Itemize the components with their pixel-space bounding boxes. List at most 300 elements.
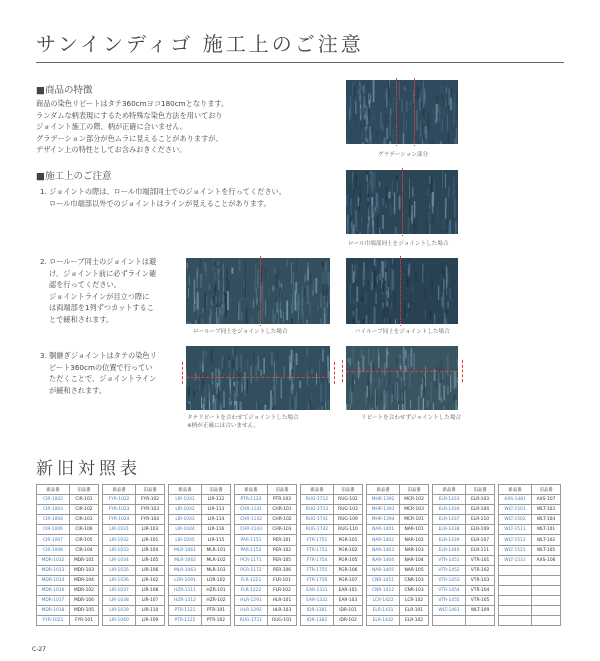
old-code-cell: WLT-109 bbox=[466, 606, 495, 616]
old-code-cell: FYR-102 bbox=[136, 495, 165, 505]
table-row bbox=[37, 616, 99, 626]
table-row bbox=[367, 525, 429, 535]
table-row bbox=[37, 606, 99, 616]
old-code-cell: MDR-103 bbox=[69, 565, 98, 575]
old-code-cell: VTR-102 bbox=[466, 565, 495, 575]
new-code-cell: MDR-1012 bbox=[37, 555, 70, 565]
old-code-cell: MLR-101 bbox=[202, 545, 231, 555]
table-row bbox=[169, 596, 231, 606]
new-code-cell: FLR-1222 bbox=[235, 585, 268, 595]
note-3-line: ピート360cmの位置で行ってい bbox=[49, 362, 153, 372]
table-row bbox=[301, 616, 363, 626]
table-row bbox=[499, 596, 561, 606]
table-row bbox=[169, 616, 231, 626]
new-code-cell: NAR-1403 bbox=[367, 545, 400, 555]
old-code-cell: ELR-101 bbox=[400, 606, 429, 616]
old-code-cell bbox=[532, 585, 561, 595]
table-row bbox=[433, 505, 495, 515]
old-code-cell: LIR-105 bbox=[136, 555, 165, 565]
new-code-cell: FYR-1024 bbox=[103, 515, 136, 525]
old-code-cell: HLR-101 bbox=[267, 596, 296, 606]
old-code-cell: PER-106 bbox=[267, 565, 296, 575]
header-old-code: 旧品番 bbox=[202, 485, 231, 495]
repeat-matched-photo bbox=[186, 346, 330, 410]
note-1-text bbox=[40, 186, 286, 209]
header-new-code: 新品番 bbox=[37, 485, 70, 495]
new-code-cell: CHR-1141 bbox=[235, 505, 268, 515]
table-row bbox=[367, 515, 429, 525]
old-code-cell: PER-101 bbox=[267, 535, 296, 545]
old-code-cell: NAR-101 bbox=[400, 525, 429, 535]
new-code-cell: MLR-1063 bbox=[169, 565, 202, 575]
new-code-cell: WLT-1502 bbox=[499, 515, 532, 525]
table-row bbox=[301, 585, 363, 595]
gradation-marker-right bbox=[414, 78, 415, 146]
table-row bbox=[367, 565, 429, 575]
table-row bbox=[499, 525, 561, 535]
old-code-cell: PGR-101 bbox=[333, 535, 362, 545]
table-row bbox=[235, 616, 297, 626]
table-row bbox=[499, 616, 561, 626]
new-code-cell bbox=[499, 565, 532, 575]
conversion-table bbox=[102, 484, 165, 626]
repeat-matched-note: ※柄が正確には合いません。 bbox=[187, 423, 260, 429]
new-code-cell: RUG-1741 bbox=[301, 515, 334, 525]
old-code-cell: CIR-106 bbox=[69, 525, 98, 535]
new-code-cell: LOR-1091 bbox=[169, 575, 202, 585]
table-header-row bbox=[499, 485, 561, 495]
new-code-cell: EAR-1321 bbox=[301, 585, 334, 595]
new-code-cell: LIR-1036 bbox=[103, 575, 136, 585]
header-old-code: 旧品番 bbox=[136, 485, 165, 495]
old-code-cell: PGR-102 bbox=[333, 545, 362, 555]
page-title: サンインディゴ 施工上のご注意 bbox=[36, 32, 364, 56]
table-row bbox=[301, 565, 363, 575]
old-code-cell: RUG-110 bbox=[333, 525, 362, 535]
note-3-line: ただくことで、ジョイントライン bbox=[49, 374, 157, 383]
new-code-cell: MDR-1016 bbox=[37, 585, 70, 595]
old-code-cell bbox=[466, 616, 495, 626]
table-row bbox=[367, 555, 429, 565]
table-row bbox=[103, 555, 165, 565]
table-row bbox=[499, 535, 561, 545]
old-code-cell: HZR-101 bbox=[202, 585, 231, 595]
new-code-cell bbox=[499, 606, 532, 616]
new-code-cell: ELR-1434 bbox=[433, 505, 466, 515]
table-row bbox=[169, 535, 231, 545]
new-code-cell: ELR-1432 bbox=[367, 616, 400, 626]
table-row bbox=[301, 596, 363, 606]
table-row bbox=[235, 596, 297, 606]
header-old-code: 旧品番 bbox=[333, 485, 362, 495]
old-code-cell: LIR-107 bbox=[136, 596, 165, 606]
new-code-cell bbox=[499, 575, 532, 585]
table-row bbox=[301, 515, 363, 525]
table-header-row bbox=[169, 485, 231, 495]
old-code-cell: FYR-104 bbox=[136, 515, 165, 525]
old-code-cell: CIR-102 bbox=[69, 505, 98, 515]
table-row bbox=[103, 535, 165, 545]
new-code-cell: ELR-1433 bbox=[433, 495, 466, 505]
table-row bbox=[103, 575, 165, 585]
old-code-cell bbox=[532, 565, 561, 575]
table-row bbox=[169, 495, 231, 505]
table-row bbox=[367, 495, 429, 505]
old-code-cell: EAR-101 bbox=[333, 585, 362, 595]
new-code-cell: LIR-1039 bbox=[103, 606, 136, 616]
table-row bbox=[433, 545, 495, 555]
table-row bbox=[301, 606, 363, 616]
table-row bbox=[367, 545, 429, 555]
new-code-cell: LIR-1041 bbox=[169, 495, 202, 505]
new-code-cell: MHR-1394 bbox=[367, 515, 400, 525]
table-row bbox=[169, 606, 231, 616]
table-row bbox=[301, 555, 363, 565]
high-loop-marker bbox=[400, 256, 401, 326]
table-header-row bbox=[235, 485, 297, 495]
old-code-cell: LOR-102 bbox=[202, 575, 231, 585]
old-code-cell: LIR-102 bbox=[136, 575, 165, 585]
table-row bbox=[499, 505, 561, 515]
old-code-cell: CIR-104 bbox=[69, 545, 98, 555]
old-code-cell: WLT-101 bbox=[532, 525, 561, 535]
old-code-cell: HLR-103 bbox=[267, 606, 296, 616]
new-code-cell: LIR-1035 bbox=[103, 565, 136, 575]
old-code-cell: ELR-102 bbox=[400, 616, 429, 626]
new-code-cell: MDR-1013 bbox=[37, 565, 70, 575]
new-code-cell: FTR-1755 bbox=[301, 565, 334, 575]
table-row bbox=[433, 535, 495, 545]
conversion-table bbox=[498, 484, 561, 626]
old-code-cell: MDR-106 bbox=[69, 596, 98, 606]
note-2-line: 認を行ってください。 bbox=[49, 280, 121, 289]
new-code-cell: WLT-1461 bbox=[433, 606, 466, 616]
table-row bbox=[37, 495, 99, 505]
table-row bbox=[37, 545, 99, 555]
new-code-cell: PCR-1171 bbox=[235, 555, 268, 565]
new-code-cell bbox=[499, 596, 532, 606]
new-code-cell: WLT-1512 bbox=[499, 535, 532, 545]
old-code-cell: EAR-103 bbox=[333, 596, 362, 606]
old-code-cell: ELR-104 bbox=[466, 505, 495, 515]
table-row bbox=[235, 535, 297, 545]
repeat-matched-marker-right bbox=[334, 362, 335, 384]
old-code-cell: IDR-101 bbox=[333, 606, 362, 616]
old-code-cell: MDR-102 bbox=[69, 585, 98, 595]
new-code-cell: FTR-1752 bbox=[301, 545, 334, 555]
old-code-cell: MCR-102 bbox=[400, 495, 429, 505]
header-old-code: 旧品番 bbox=[532, 485, 561, 495]
table-row bbox=[301, 505, 363, 515]
new-code-cell: PCR-1172 bbox=[235, 565, 268, 575]
table-row bbox=[367, 575, 429, 585]
table-row bbox=[433, 495, 495, 505]
old-code-cell: MDR-101 bbox=[69, 555, 98, 565]
old-code-cell: ELR-107 bbox=[466, 535, 495, 545]
new-code-cell: FTR-1754 bbox=[301, 555, 334, 565]
table-row bbox=[235, 606, 297, 616]
table-header-row bbox=[301, 485, 363, 495]
old-code-cell: LIR-114 bbox=[202, 515, 231, 525]
table-row bbox=[37, 535, 99, 545]
new-code-cell: PTR-1123 bbox=[235, 495, 268, 505]
old-code-cell: VTR-105 bbox=[466, 596, 495, 606]
new-code-cell: AXS-1481 bbox=[499, 495, 532, 505]
new-code-cell: CIR-1004 bbox=[37, 515, 70, 525]
old-code-cell: ELR-110 bbox=[466, 515, 495, 525]
new-code-cell: RUG-1742 bbox=[301, 525, 334, 535]
table-row bbox=[499, 565, 561, 575]
old-code-cell: PTR-102 bbox=[202, 616, 231, 626]
header-new-code: 新品番 bbox=[499, 485, 532, 495]
old-code-cell bbox=[532, 575, 561, 585]
high-loop-photo bbox=[346, 258, 458, 324]
table-row bbox=[103, 565, 165, 575]
new-code-cell: LIR-1033 bbox=[103, 545, 136, 555]
new-code-cell: ELR-1431 bbox=[367, 606, 400, 616]
note-2-line: とで緩和されます。 bbox=[49, 314, 114, 324]
features-line: ジョイント施工の際、柄が正確に合いません。 bbox=[36, 122, 188, 131]
new-code-cell: ELR-1439 bbox=[433, 535, 466, 545]
table-header-row bbox=[103, 485, 165, 495]
new-code-cell: FTR-1751 bbox=[301, 535, 334, 545]
table-row bbox=[301, 495, 363, 505]
old-code-cell: CIR-105 bbox=[69, 535, 98, 545]
old-code-cell: RUG-102 bbox=[333, 495, 362, 505]
table-row bbox=[235, 545, 297, 555]
features-line: 商品の染色リピートはタテ360cmヨコ180cmとなります。 bbox=[36, 99, 229, 108]
table-row bbox=[301, 525, 363, 535]
header-old-code: 旧品番 bbox=[466, 485, 495, 495]
old-code-cell: MDR-104 bbox=[69, 575, 98, 585]
table-row bbox=[103, 606, 165, 616]
table-header-row bbox=[367, 485, 429, 495]
new-code-cell: RUG-1711 bbox=[235, 616, 268, 626]
old-code-cell: PGR-105 bbox=[333, 555, 362, 565]
new-code-cell: ELR-1437 bbox=[433, 515, 466, 525]
conversion-table bbox=[432, 484, 495, 626]
old-code-cell: CIR-101 bbox=[69, 495, 98, 505]
note-1-line: ロール巾端部以外でのジョイントはラインが見えることがあります。 bbox=[49, 198, 271, 208]
new-code-cell: PTR-1121 bbox=[169, 606, 202, 616]
table-row bbox=[103, 505, 165, 515]
features-line: デザイン上の特性としてお含みおきください。 bbox=[36, 145, 187, 154]
table-row bbox=[235, 585, 297, 595]
old-code-cell: AXS-107 bbox=[532, 495, 561, 505]
new-code-cell: LIR-1044 bbox=[169, 525, 202, 535]
table-row bbox=[169, 525, 231, 535]
new-code-cell: CIR-1006 bbox=[37, 525, 70, 535]
table-row bbox=[169, 585, 231, 595]
table-row bbox=[235, 555, 297, 565]
new-code-cell: LIR-1042 bbox=[169, 505, 202, 515]
old-code-cell: ELR-111 bbox=[466, 545, 495, 555]
conversion-tables bbox=[36, 484, 564, 626]
table-header-row bbox=[433, 485, 495, 495]
gradation-caption: グラデーション部分 bbox=[378, 152, 429, 158]
header-old-code: 旧品番 bbox=[69, 485, 98, 495]
note-1-line: 1. ジョイントの際は、ロール巾端部同士でのジョイントを行ってください。 bbox=[40, 187, 286, 196]
old-code-cell: MDR-105 bbox=[69, 606, 98, 616]
features-text bbox=[36, 98, 228, 156]
old-code-cell: PGR-107 bbox=[333, 575, 362, 585]
note-2-line: ジョイントラインが目立つ際に bbox=[49, 291, 150, 301]
new-code-cell: MHR-1393 bbox=[367, 505, 400, 515]
new-code-cell: LCR-1422 bbox=[367, 596, 400, 606]
new-code-cell: LIR-1040 bbox=[103, 616, 136, 626]
table-row bbox=[169, 545, 231, 555]
new-code-cell: MLR-1062 bbox=[169, 555, 202, 565]
new-code-cell: WLT-1511 bbox=[499, 525, 532, 535]
table-row bbox=[499, 575, 561, 585]
old-code-cell: RUG-109 bbox=[333, 515, 362, 525]
table-row bbox=[103, 495, 165, 505]
new-code-cell: EAR-1322 bbox=[301, 596, 334, 606]
old-code-cell: CNR-103 bbox=[400, 585, 429, 595]
roll-edge-marker bbox=[402, 168, 403, 236]
table-row bbox=[367, 606, 429, 616]
new-code-cell: IDR-1382 bbox=[301, 616, 334, 626]
low-loop-caption: ロールーブ同士をジョイントした場合 bbox=[193, 329, 288, 335]
new-code-cell: CIR-1002 bbox=[37, 495, 70, 505]
new-code-cell: HZR-1111 bbox=[169, 585, 202, 595]
table-row bbox=[235, 505, 297, 515]
new-code-cell: NAR-1402 bbox=[367, 535, 400, 545]
old-code-cell: PER-102 bbox=[267, 545, 296, 555]
new-code-cell: VTR-1454 bbox=[433, 585, 466, 595]
conversion-table bbox=[300, 484, 363, 626]
table-row bbox=[103, 545, 165, 555]
new-code-cell: PTR-1122 bbox=[169, 616, 202, 626]
old-code-cell: LIR-106 bbox=[136, 565, 165, 575]
new-code-cell: LIR-1034 bbox=[103, 555, 136, 565]
table-row bbox=[433, 575, 495, 585]
repeat-matched-caption-line: タテリピートを合わせてジョイントした場合 bbox=[187, 415, 299, 421]
new-code-cell: IDR-1381 bbox=[301, 606, 334, 616]
table-row bbox=[103, 596, 165, 606]
table-row bbox=[103, 525, 165, 535]
new-code-cell: FYR-1023 bbox=[103, 505, 136, 515]
note-2-line: 2. ロールーブ同士のジョイントは避 bbox=[40, 257, 157, 266]
conversion-title: 新旧対照表 bbox=[36, 459, 141, 479]
new-code-cell: LIR-1038 bbox=[103, 596, 136, 606]
repeat-unmatched-caption: リピートを合わせずジョイントした場合 bbox=[361, 415, 462, 421]
old-code-cell: LIR-104 bbox=[136, 545, 165, 555]
old-code-cell: FLR-101 bbox=[267, 575, 296, 585]
header-new-code: 新品番 bbox=[433, 485, 466, 495]
page-number: C-27 bbox=[32, 646, 46, 653]
old-code-cell: FYR-103 bbox=[136, 505, 165, 515]
new-code-cell: WLT-1521 bbox=[499, 545, 532, 555]
title-divider bbox=[36, 62, 564, 63]
table-row bbox=[169, 565, 231, 575]
low-loop-marker bbox=[260, 256, 261, 326]
new-code-cell: WLT-1531 bbox=[499, 555, 532, 565]
table-row bbox=[433, 616, 495, 626]
table-row bbox=[433, 565, 495, 575]
table-row bbox=[499, 555, 561, 565]
new-code-cell: FTR-1756 bbox=[301, 575, 334, 585]
old-code-cell bbox=[532, 596, 561, 606]
old-code-cell: RUG-103 bbox=[333, 505, 362, 515]
high-loop-caption: ハイルーブ同士をジョイントした場合 bbox=[355, 329, 450, 335]
old-code-cell: CNR-103 bbox=[400, 575, 429, 585]
new-code-cell: ELR-1440 bbox=[433, 545, 466, 555]
old-code-cell: ELR-103 bbox=[466, 495, 495, 505]
table-row bbox=[37, 565, 99, 575]
repeat-matched-marker-left bbox=[182, 362, 183, 384]
old-code-cell: CIR-103 bbox=[69, 515, 98, 525]
new-code-cell: CNR-1412 bbox=[367, 585, 400, 595]
table-row bbox=[235, 525, 297, 535]
old-code-cell: WLT-104 bbox=[532, 515, 561, 525]
note-2-text bbox=[40, 256, 156, 325]
old-code-cell: WLT-102 bbox=[532, 535, 561, 545]
new-code-cell: VTR-1453 bbox=[433, 575, 466, 585]
new-code-cell: HLR-1291 bbox=[235, 596, 268, 606]
new-code-cell: LIR-1031 bbox=[103, 525, 136, 535]
header-new-code: 新品番 bbox=[169, 485, 202, 495]
old-code-cell: FYR-101 bbox=[69, 616, 98, 626]
new-code-cell: VTR-1452 bbox=[433, 565, 466, 575]
features-line: グラデーション部分が色ムラに見えることがありますが、 bbox=[36, 133, 223, 143]
note-3-text bbox=[40, 350, 157, 396]
gradation-marker-left bbox=[396, 78, 397, 146]
old-code-cell: LCR-102 bbox=[400, 596, 429, 606]
note-3-line: が緩和されます。 bbox=[49, 385, 106, 395]
table-row bbox=[433, 525, 495, 535]
table-row bbox=[499, 495, 561, 505]
new-code-cell: CHR-1143 bbox=[235, 525, 268, 535]
new-code-cell: CIR-1003 bbox=[37, 505, 70, 515]
conversion-table bbox=[366, 484, 429, 626]
new-code-cell: HLR-1292 bbox=[235, 606, 268, 616]
old-code-cell: PTR-103 bbox=[267, 495, 296, 505]
header-new-code: 新品番 bbox=[367, 485, 400, 495]
old-code-cell: PTR-101 bbox=[202, 606, 231, 616]
note-2-line: け、ジョイント前に必ずライン確 bbox=[49, 268, 157, 278]
new-code-cell: CNR-1411 bbox=[367, 575, 400, 585]
new-code-cell: MHR-1392 bbox=[367, 495, 400, 505]
old-code-cell: FLR-102 bbox=[267, 585, 296, 595]
repeat-matched-caption bbox=[187, 414, 299, 430]
old-code-cell: PER-105 bbox=[267, 555, 296, 565]
old-code-cell: RUG-101 bbox=[267, 616, 296, 626]
table-row bbox=[37, 555, 99, 565]
features-line: ランダムな柄表現にするため特殊な染色方法を用いており bbox=[36, 110, 223, 120]
old-code-cell: LIR-108 bbox=[136, 585, 165, 595]
new-code-cell: VTR-1455 bbox=[433, 596, 466, 606]
old-code-cell: LIR-109 bbox=[136, 616, 165, 626]
table-row bbox=[235, 575, 297, 585]
old-code-cell: IDR-102 bbox=[333, 616, 362, 626]
old-code-cell: LIR-112 bbox=[202, 495, 231, 505]
conversion-table-row bbox=[36, 484, 564, 626]
table-row bbox=[367, 505, 429, 515]
table-row bbox=[169, 505, 231, 515]
old-code-cell: LIR-113 bbox=[202, 505, 231, 515]
new-code-cell bbox=[499, 616, 532, 626]
new-code-cell: LIR-1043 bbox=[169, 515, 202, 525]
new-code-cell: PAR-1152 bbox=[235, 545, 268, 555]
table-row bbox=[367, 616, 429, 626]
old-code-cell: NAR-102 bbox=[400, 535, 429, 545]
table-row bbox=[499, 515, 561, 525]
old-code-cell: VTR-104 bbox=[466, 585, 495, 595]
low-loop-photo bbox=[186, 258, 330, 324]
new-code-cell bbox=[499, 585, 532, 595]
new-code-cell: VTR-1451 bbox=[433, 555, 466, 565]
